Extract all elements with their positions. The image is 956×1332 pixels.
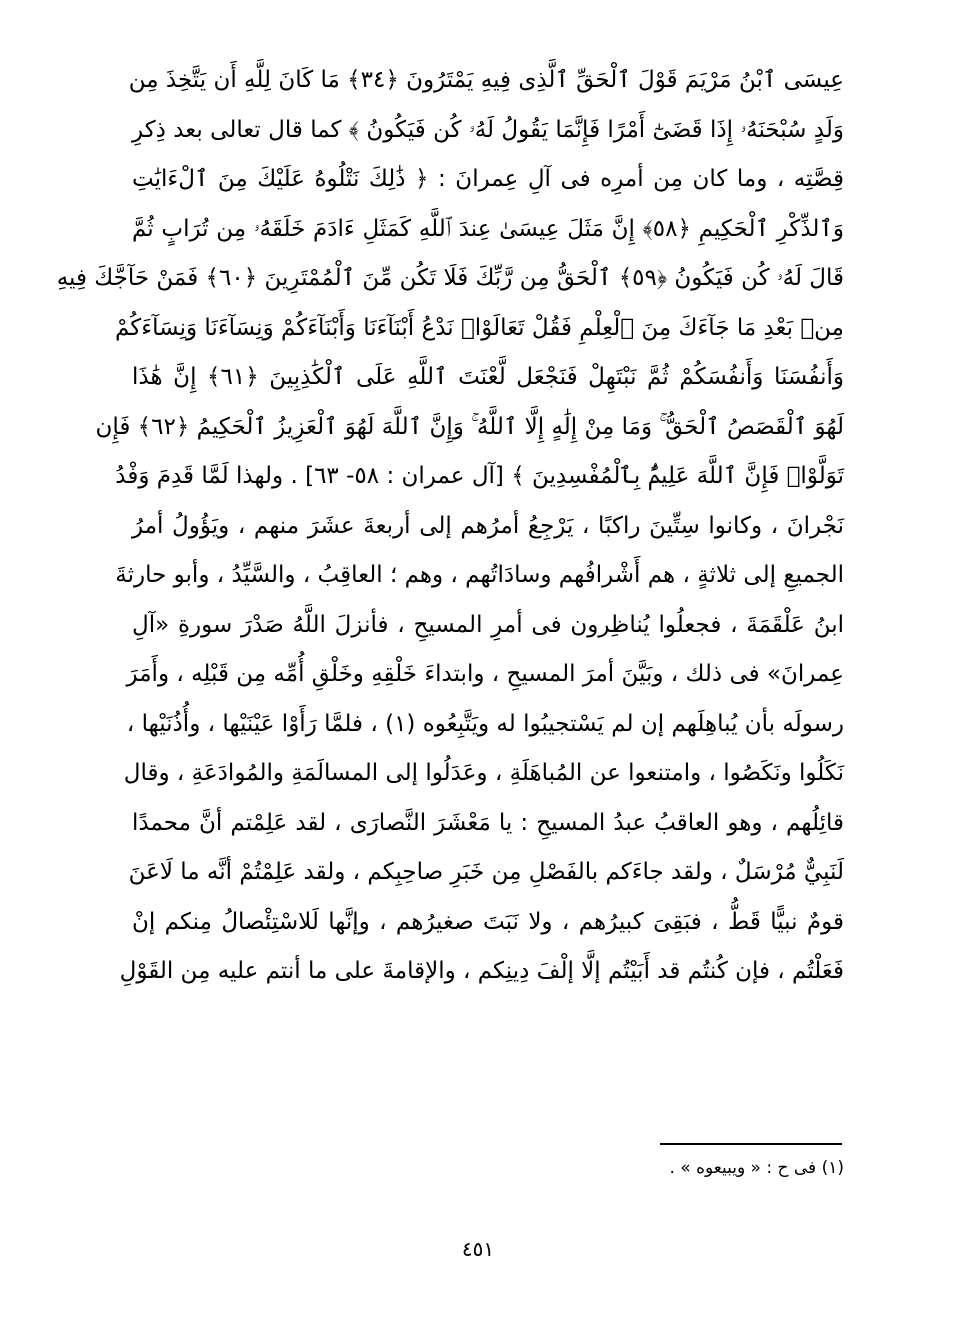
text-line: مِنۢ بَعْدِ مَا جَآءَكَ مِنَ ٱلْعِلْمِ فَقُلْ تَعَالَوْا۟ نَدْعُ أَبْنَآءَنَا وَأَبْنَآءَكُمْ وَنِسَآءَنَا وَنِسَآءَكُمْ: [115, 314, 844, 341]
text-line: الجميعِ إلى ثلاثةٍ ، هم أَشْرافُهم وسادَاتُهم ، وهم ؛ العاقِبُ ، والسَّيِّدُ ، وأبو حارثةَ: [115, 562, 844, 588]
text-line: نَجْرانَ ، وكانوا سِتِّينَ راكبًا ، يَرْجِعُ أمرُهم إلى أربعةَ عشَرَ منهم ، ويَؤُولُ أمرُ: [132, 512, 844, 539]
footnote-separator: [660, 1143, 842, 1145]
text-line: عِمرانَ» فى ذلك ، وبَيَّنَ أمرَ المسيحِ ، وابتداءَ خَلْقِهِ وخَلْقِ أُمِّه مِن قَبْلِه ، وأَمَرَ: [126, 661, 844, 687]
text-line: عِيسَى ٱبْنُ مَرْيَمَ قَوْلَ ٱلْحَقِّ ٱلَّذِى فِيهِ يَمْتَرُونَ ﴿٣٤﴾ مَا كَانَ لِلَّهِ أَن يَتَّخِذَ مِن: [128, 67, 844, 93]
text-line: فَعَلْتُم ، فإن كُنتُم قد أَبَيْتُم إلَّا إلْفَ دِينِكم ، والإقامةَ على ما أنتم عليه مِن القَوْلِ: [119, 958, 844, 984]
text-line: وَٱلذِّكْرِ ٱلْحَكِيمِ ﴿٥٨﴾ إِنَّ مَثَلَ عِيسَىٰ عِندَ ٱللَّهِ كَمَثَلِ ءَادَمَ خَلَقَهُۥ مِن تُرَابٍ ثُمَّ: [132, 215, 844, 242]
text-line: لَنَبِيٌّ مُرْسَلٌ ، ولقد جاءَكم بالفَصْلِ مِن خَبَرِ صاحِبِكم ، ولقد عَلِمْتُمْ أنَّه ما لَاعَنَ: [128, 859, 844, 885]
text-line: لَهُوَ ٱلْقَصَصُ ٱلْحَقُّ ۚ وَمَا مِنْ إِلَٰهٍ إِلَّا ٱللَّهُ ۚ وَإِنَّ ٱللَّهَ لَهُوَ ٱلْعَزِيزُ ٱلْحَكِيمُ ﴿٦٢﴾ فَإِن: [95, 413, 844, 440]
text-line: نَكَلُوا ونَكَصُوا ، وامتنعوا عن المُباهَلَةِ ، وعَدَلُوا إلى المسالَمَةِ والمُوادَعَةِ ، وقال: [123, 760, 844, 786]
text-line: قِصَّتِه ، وما كان مِن أمرِه فى آلِ عِمرانَ : ﴿ ذَٰلِكَ نَتْلُوهُ عَلَيْكَ مِنَ ٱلْءَايَٰتِ: [132, 166, 844, 192]
text-line: قومٌ نبيًّا قَطُّ ، فبَقِىَ كبيرُهم ، ولا نَبَتَ صغيرُهم ، وإنَّها لَلاسْتِئْصالُ مِنكم إنْ: [132, 908, 844, 935]
text-line: رسولَه بأن يُباهِلَهم إن لم يَسْتجيبُوا له ويَتَّبِعُوه (١) ، فلمَّا رَأَوْا عَيْنَيْها ، وأُذُنَيْها ،: [126, 710, 844, 737]
text-line: وَلَدٍ سُبْحَنَهُۥ إِذَا قَضَىٰٓ أَمْرًا فَإِنَّمَا يَقُولُ لَهُۥ كُن فَيَكُونُ ﴾ كما قال تعالى بعد ذِكرِ: [132, 116, 844, 143]
body-text: [56, 56, 844, 1096]
text-line: وَأَنفُسَنَا وَأَنفُسَكُمْ ثُمَّ نَبْتَهِلْ فَنَجْعَل لَّعْنَتَ ٱللَّهِ عَلَى ٱلْكَٰذِبِينَ ﴿٦١﴾ إِنَّ هَٰذَا: [132, 364, 844, 390]
text-line: قائِلُهم ، وهو العاقبُ عبدُ المسيحِ : يا مَعْشَرَ النَّصارَى ، لقد عَلِمْتم أنَّ محمدًا: [132, 809, 844, 836]
text-line: ابنُ عَلْقَمَةَ ، فجعلُوا يُناظِرون فى أمرِ المسيحِ ، فأنزلَ اللَّهُ صَدْرَ سورةِ «آلِ: [132, 611, 844, 638]
text-line: تَوَلَّوْا۟ فَإِنَّ ٱللَّهَ عَلِيمٌۢ بِٱلْمُفْسِدِينَ ﴾ [آل عمران : ٥٨- ٦٣] . ولهذا لَمَّا قَدِمَ وَفْدُ: [115, 463, 844, 489]
page-number: ٤٥١: [461, 1237, 495, 1261]
text-line: قَالَ لَهُۥ كُن فَيَكُونُ ﴿٥٩﴾ ٱلْحَقُّ مِن رَّبِّكَ فَلَا تَكُن مِّنَ ٱلْمُمْتَرِينَ ﴿٦٠﴾ فَمَنْ حَآجَّكَ فِيهِ: [56, 265, 844, 291]
footnote: (١) فى ح : « ويبيعوه » .: [669, 1158, 844, 1178]
